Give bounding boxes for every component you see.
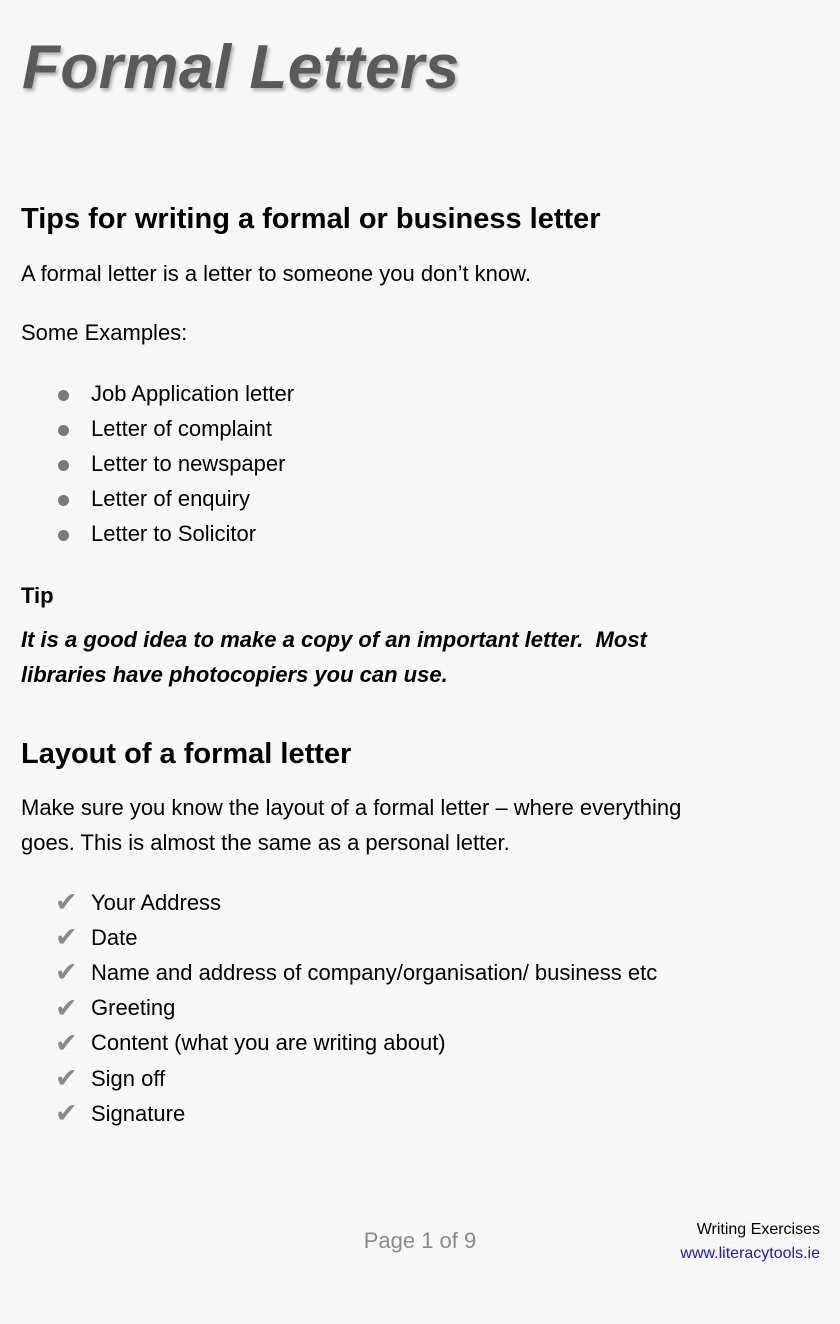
layout-intro bbox=[21, 790, 811, 860]
examples-list bbox=[55, 376, 294, 552]
checklist-item-text: Your Address bbox=[91, 889, 222, 915]
bullet-dot-icon bbox=[55, 416, 70, 442]
checklist-item-text: Date bbox=[91, 924, 138, 950]
checklist-item-text: Sign off bbox=[91, 1065, 166, 1091]
layout-intro-line: goes. This is almost the same as a personal letter. bbox=[21, 830, 510, 855]
checklist-item bbox=[55, 920, 657, 955]
page-number: Page 1 of 9 bbox=[363, 1228, 477, 1253]
list-item bbox=[55, 446, 294, 481]
checklist-item bbox=[55, 1026, 657, 1061]
list-item bbox=[55, 411, 294, 446]
checkmark-icon: ✔ bbox=[55, 992, 78, 1023]
checkmark-icon: ✔ bbox=[55, 1027, 78, 1058]
checklist-item bbox=[55, 885, 657, 920]
section-heading-tips: Tips for writing a formal or business letter bbox=[21, 203, 601, 235]
bullet-dot-icon bbox=[55, 381, 70, 407]
tip-text bbox=[21, 622, 821, 692]
footer-credits bbox=[680, 1218, 820, 1266]
checklist-item bbox=[55, 991, 657, 1026]
website-link[interactable]: www.literacytools.ie bbox=[680, 1245, 820, 1262]
checkmark-icon: ✔ bbox=[55, 887, 78, 918]
section-heading-layout: Layout of a formal letter bbox=[21, 738, 352, 770]
checklist-item-text: Signature bbox=[91, 1100, 186, 1126]
list-item bbox=[55, 482, 294, 517]
checklist-item bbox=[55, 955, 657, 990]
list-item-text: Job Application letter bbox=[91, 380, 295, 406]
examples-label: Some Examples: bbox=[21, 320, 188, 345]
footer-label: Writing Exercises bbox=[696, 1221, 820, 1238]
checkmark-icon: ✔ bbox=[55, 922, 78, 953]
layout-checklist bbox=[55, 885, 657, 1131]
bullet-dot-icon bbox=[55, 451, 70, 477]
tip-line: libraries have photocopiers you can use. bbox=[21, 662, 448, 687]
checkmark-icon: ✔ bbox=[55, 1098, 78, 1129]
layout-intro-line: Make sure you know the layout of a formal letter – where everything bbox=[21, 795, 682, 820]
checklist-item-text: Greeting bbox=[91, 995, 176, 1021]
checklist-item-text: Content (what you are writing about) bbox=[91, 1030, 446, 1056]
list-item bbox=[55, 517, 294, 552]
list-item bbox=[55, 376, 294, 411]
checklist-item bbox=[55, 1096, 657, 1131]
checkmark-icon: ✔ bbox=[55, 957, 78, 988]
bullet-dot-icon bbox=[55, 486, 70, 512]
tip-label: Tip bbox=[21, 583, 54, 608]
page-title: Formal Letters bbox=[22, 33, 460, 102]
list-item-text: Letter of complaint bbox=[91, 415, 272, 441]
intro-text: A formal letter is a letter to someone you don’t know. bbox=[21, 261, 531, 286]
list-item-text: Letter to Solicitor bbox=[91, 521, 257, 547]
bullet-dot-icon bbox=[55, 521, 70, 547]
list-item-text: Letter of enquiry bbox=[91, 486, 250, 512]
list-item-text: Letter to newspaper bbox=[91, 450, 286, 476]
checkmark-icon: ✔ bbox=[55, 1063, 78, 1094]
checklist-item-text: Name and address of company/organisation/ business etc bbox=[91, 959, 658, 985]
tip-line: It is a good idea to make a copy of an important letter. Most bbox=[21, 627, 647, 652]
checklist-item bbox=[55, 1061, 657, 1096]
